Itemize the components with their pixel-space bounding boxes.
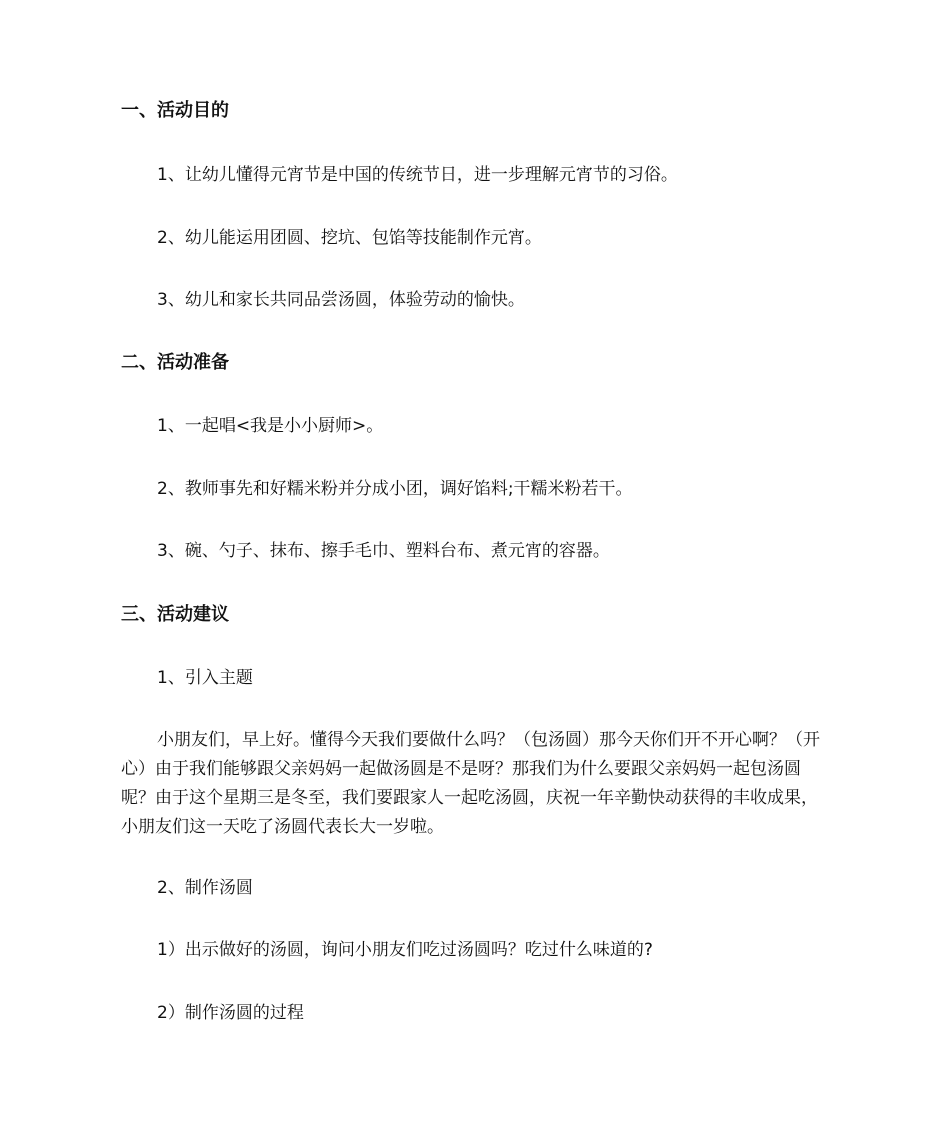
preparation-item-1: 1、一起唱<我是小小厨师>。 (157, 416, 384, 436)
purpose-item-1: 1、让幼儿懂得元宵节是中国的传统节日，进一步理解元宵节的习俗。 (157, 165, 678, 185)
suggestion-intro-paragraph: 小朋友们，早上好。懂得今天我们要做什么吗？（包汤圆）那今天你们开不开心啊？（开心）由于我们能够跟父亲妈妈一起做汤圆是不是呀？那我们为什么要跟父亲妈妈一起包汤圆呢？由于这个星期三是冬至，我们要跟家人一起吃汤圆，庆祝一年辛勤快动获得的丰收成果，小朋友们这一天吃了汤圆代表长大一岁啦。 (121, 730, 820, 837)
suggestion-make-label: 2、制作汤圆 (157, 878, 253, 898)
purpose-item-3: 3、幼儿和家长共同品尝汤圆，体验劳动的愉快。 (157, 290, 525, 310)
preparation-item-3: 3、碗、勺子、抹布、擦手毛巾、塑料台布、煮元宵的容器。 (157, 541, 610, 561)
section-heading-purpose: 一、活动目的 (121, 100, 229, 121)
section-heading-suggestions: 三、活动建议 (121, 604, 229, 625)
suggestion-intro-label: 1、引入主题 (157, 668, 253, 688)
make-step-2: 2）制作汤圆的过程 (157, 1003, 304, 1023)
section-heading-preparation: 二、活动准备 (121, 352, 229, 373)
preparation-item-2: 2、教师事先和好糯米粉并分成小团，调好馅料;干糯米粉若干。 (157, 479, 633, 499)
purpose-item-2: 2、幼儿能运用团圆、挖坑、包馅等技能制作元宵。 (157, 228, 542, 248)
make-step-1: 1）出示做好的汤圆，询问小朋友们吃过汤圆吗？吃过什么味道的? (157, 940, 653, 960)
